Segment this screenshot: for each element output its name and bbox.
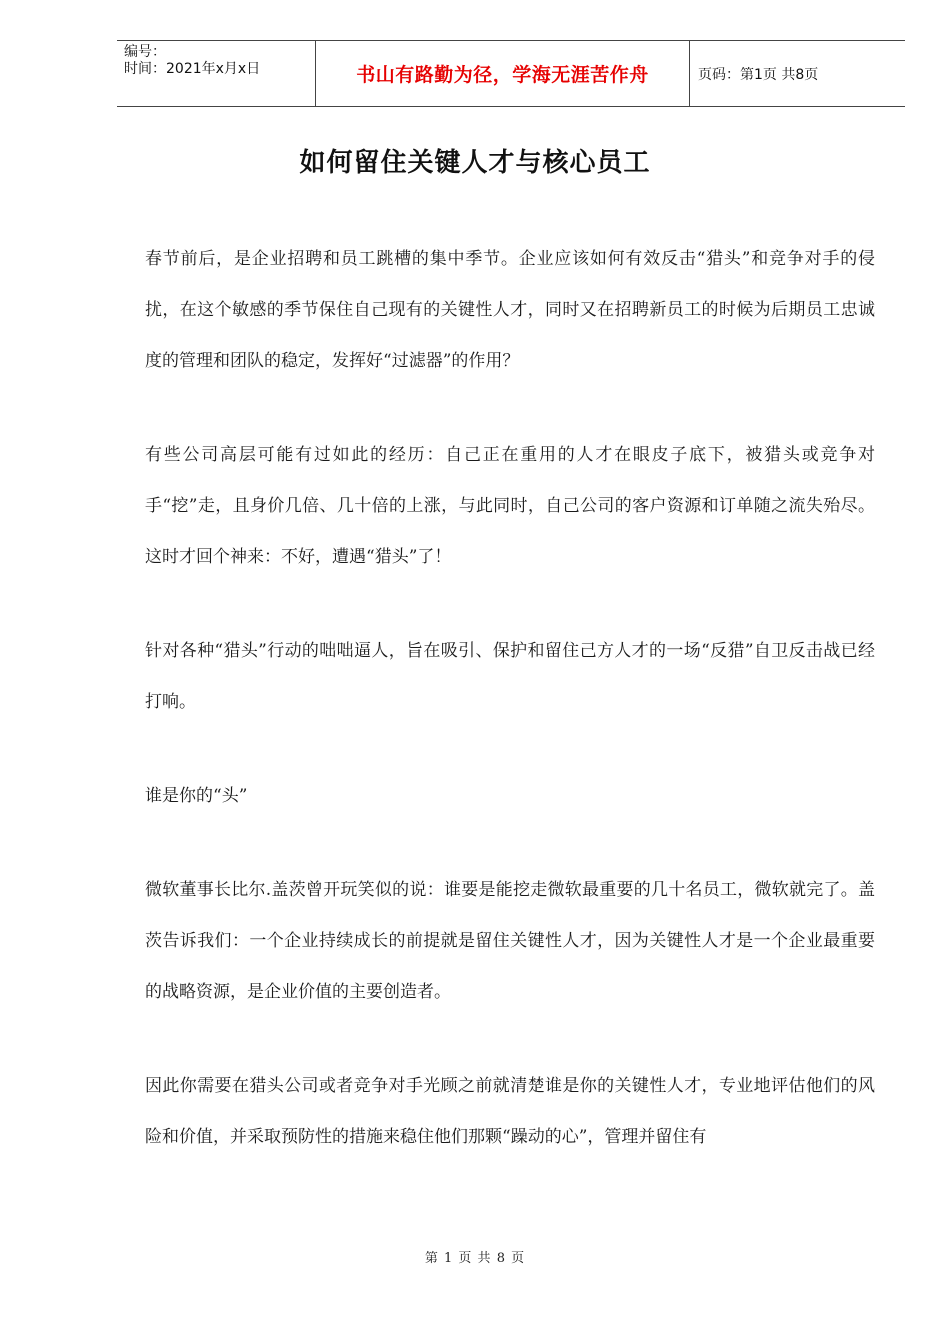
paragraph-3: 针对各种“猎头”行动的咄咄逼人，旨在吸引、保护和留住己方人才的一场“反猎”自卫反击战已经打响。 bbox=[145, 641, 875, 712]
paragraph-1: 春节前后，是企业招聘和员工跳槽的集中季节。企业应该如何有效反击“猎头”和竞争对手的侵扰，在这个敏感的季节保住自己现有的关键性人才，同时又在招聘新员工的时候为后期员工忠诚度的管理和团队的稳定，发挥好“过滤器”的作用？ bbox=[145, 249, 875, 371]
header-meta-cell bbox=[117, 41, 316, 106]
page-footer: 第 1 页 共 8 页 bbox=[424, 1251, 526, 1266]
section-heading: 谁是你的“头” bbox=[145, 786, 248, 806]
header-page-info: 页码：第1页 共8页 bbox=[698, 66, 819, 83]
document-body bbox=[145, 234, 875, 1163]
document-title: 如何留住关键人才与核心员工 bbox=[299, 148, 651, 178]
document-number-label: 编号： bbox=[124, 44, 166, 60]
header-motto-cell bbox=[316, 41, 690, 106]
header-motto: 书山有路勤为径，学海无涯苦作舟 bbox=[356, 64, 649, 86]
paragraph-5: 因此你需要在猎头公司或者竞争对手光顾之前就清楚谁是你的关键性人才，专业地评估他们的风险和价值，并采取预防性的措施来稳住他们那颗“躁动的心”，管理并留住有 bbox=[145, 1076, 875, 1147]
header-table bbox=[117, 40, 905, 107]
document-time-label: 时间：2021年x月x日 bbox=[124, 61, 261, 77]
paragraph-4: 微软董事长比尔.盖茨曾开玩笑似的说：谁要是能挖走微软最重要的几十名员工，微软就完了。盖茨告诉我们：一个企业持续成长的前提就是留住关键性人才，因为关键性人才是一个企业最重要的战略资源，是企业价值的主要创造者。 bbox=[145, 880, 875, 1002]
header-page-cell bbox=[690, 41, 905, 106]
paragraph-2: 有些公司高层可能有过如此的经历：自己正在重用的人才在眼皮子底下，被猎头或竞争对手“挖”走，且身价几倍、几十倍的上涨，与此同时，自己公司的客户资源和订单随之流失殆尽。这时才回个神来：不好，遭遇“猎头”了！ bbox=[145, 445, 875, 567]
